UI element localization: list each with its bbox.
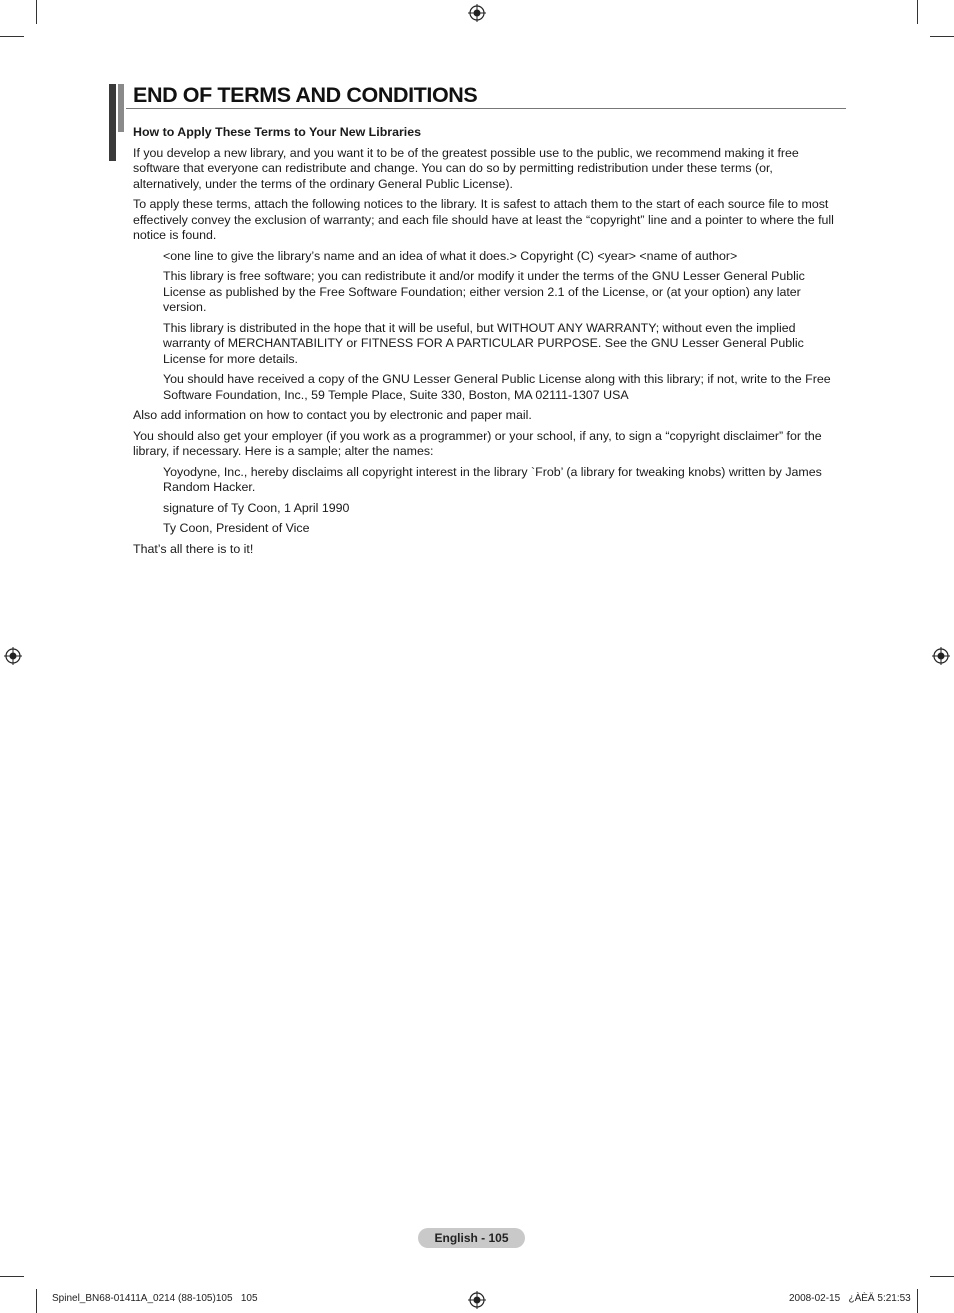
indented-paragraph: Ty Coon, President of Vice: [163, 521, 310, 535]
section-heading: How to Apply These Terms to Your New Libraries: [133, 125, 422, 139]
crop-mark: [36, 1289, 37, 1313]
indented-paragraph: <one line to give the library’s name and an idea of what it does.> Copyright (C) <year> <name of author>: [163, 248, 738, 263]
crop-mark: [930, 36, 954, 37]
document-body: [133, 125, 839, 562]
paragraph: Also add information on how to contact you by electronic and paper mail.: [133, 408, 532, 422]
crop-mark: [930, 1276, 954, 1277]
crop-mark: [0, 1276, 24, 1277]
registration-mark-icon: [468, 4, 486, 22]
crop-mark: [36, 0, 37, 24]
paragraph: If you develop a new library, and you want it to be of the greatest possible use to the public, we recommend making it free software that everyone can redistribute and change. You can do so by permitting redistribution under these terms (or, alternatively, under the terms of the ordinary General Public License).: [133, 145, 799, 191]
crop-mark: [917, 0, 918, 24]
paragraph: To apply these terms, attach the following notices to the library. It is safest to attach them to the start of each source file to most effectively convey the exclusion of warranty; and each file should have at least the “copyright” line and a pointer to where the full notice is found.: [133, 197, 834, 242]
paragraph: You should also get your employer (if you work as a programmer) or your school, if any, to sign a “copyright disclaimer” for the library, if necessary. Here is a sample; alter the names:: [133, 428, 822, 458]
header-bar-light: [118, 84, 124, 132]
crop-mark: [0, 36, 24, 37]
crop-mark: [917, 1289, 918, 1313]
registration-mark-icon: [4, 647, 22, 665]
paragraph: That’s all there is to it!: [133, 541, 254, 556]
header-decoration: [109, 84, 125, 161]
registration-mark-icon: [932, 647, 950, 665]
indented-paragraph: You should have received a copy of the GNU Lesser General Public License along with this library; if not, write to the Free Software Foundation, Inc., 59 Temple Place, Suite 330, Boston, MA 02111-1307 USA: [163, 372, 831, 402]
indented-paragraph: This library is free software; you can redistribute it and/or modify it under the terms of the GNU Lesser General Public License as published by the Free Software Foundation; either version 2.1 of the License, or (at your option) any later version.: [163, 269, 805, 314]
registration-mark-icon: [468, 1291, 486, 1309]
indented-paragraph: signature of Ty Coon, 1 April 1990: [163, 500, 350, 515]
indented-paragraph: Yoyodyne, Inc., hereby disclaims all copyright interest in the library `Frob’ (a library for tweaking knobs) written by James Random Hacker.: [163, 464, 822, 494]
print-footer-left: Spinel_BN68-01411A_0214 (88-105)105 105: [52, 1293, 258, 1304]
title-rule: [126, 108, 846, 109]
header-bar-dark: [109, 84, 116, 161]
page-number-badge: English - 105: [418, 1228, 525, 1248]
page-title: END OF TERMS AND CONDITIONS: [133, 83, 478, 107]
print-footer-right: 2008-02-15 ¿ÀÈÄ 5:21:53: [789, 1293, 911, 1304]
indented-paragraph: This library is distributed in the hope that it will be useful, but WITHOUT ANY WARRANTY; without even the implied warranty of MERCHANTABILITY or FITNESS FOR A PARTICULAR PURPOSE. See the GNU Lesser General Public License for more details.: [163, 320, 804, 366]
